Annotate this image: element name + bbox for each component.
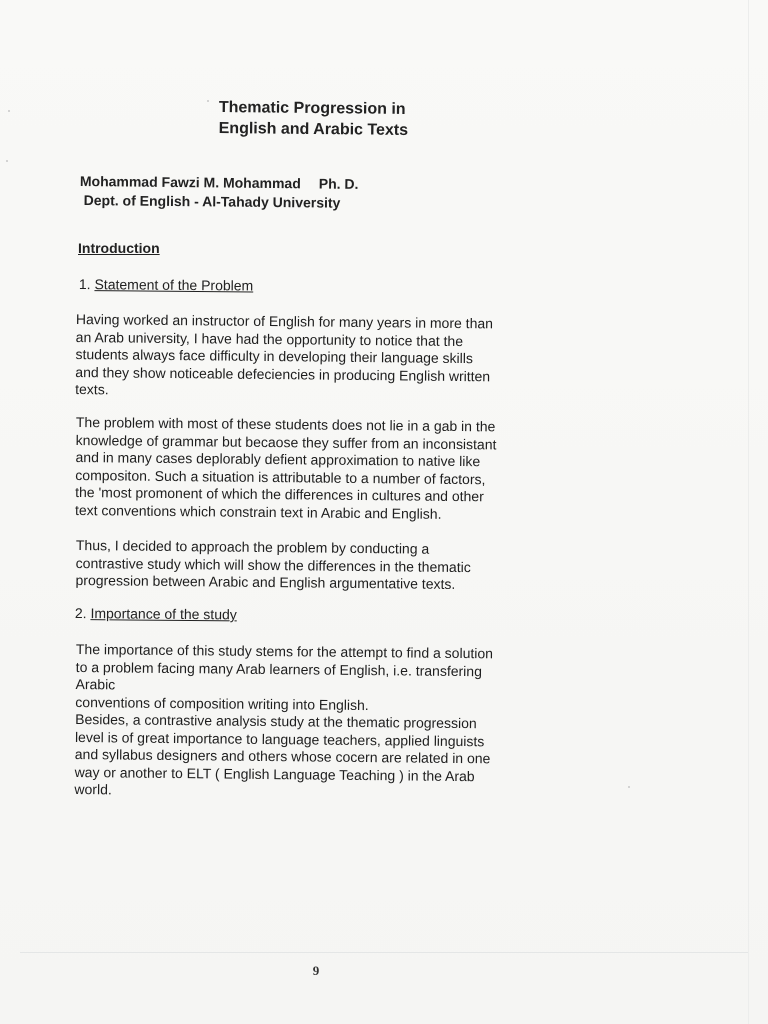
page-number: 9 (312, 963, 320, 978)
paragraph-line: Besides, a contrastive analysis study at the thematic progression (75, 710, 477, 732)
paragraph-line: texts. (75, 380, 109, 398)
author-block (80, 172, 359, 213)
paragraph-line: level is of great importance to language teachers, applied linguists (74, 728, 485, 749)
paragraph-line: knowledge of grammar but becaose they suffer from an inconsistant (75, 431, 497, 452)
paragraph-1 (75, 311, 556, 404)
scan-speck (207, 100, 209, 102)
author-name: Mohammad Fawzi M. Mohammad (79, 172, 301, 192)
paragraph-line: text conventions which constrain text in Arabic and English. (74, 501, 442, 522)
scan-edge-line (748, 0, 749, 1024)
footer-divider (20, 952, 748, 953)
paragraph-line: world. (74, 780, 112, 798)
section-2-number: 2. (74, 605, 87, 622)
section-1-heading (79, 276, 253, 294)
paragraph-line: conventions of composition writing into English. (75, 693, 369, 713)
paragraph-line: the 'most promonent of which the differences in cultures and other (75, 483, 484, 505)
paragraph-line: Arabic (75, 675, 116, 693)
paragraph-line: and they show noticeable defeciencies in producing English written (75, 363, 491, 384)
paragraph-line: The problem with most of these students does not lie in a gab in the (75, 414, 496, 435)
title-line-2: English and Arabic Texts (218, 119, 409, 139)
paragraph-line: progression between Arabic and English argumentative texts. (75, 571, 456, 592)
section-1-title: Statement of the Problem (94, 276, 254, 294)
author-department: Dept. of English - Al-Tahady University (83, 192, 341, 211)
paragraph-line: to a problem facing many Arab learners of English, i.e. transfering (75, 658, 483, 679)
document-title (219, 97, 409, 141)
section-2-title: Importance of the study (90, 605, 237, 623)
scan-speck (628, 786, 630, 788)
introduction-heading: Introduction (78, 240, 160, 256)
section-2-heading (75, 605, 237, 622)
paragraph-line: Having worked an instructor of English for many years in more than (75, 311, 494, 332)
scan-speck (6, 160, 8, 162)
paragraph-2 (75, 414, 556, 524)
paragraph-line: compositon. Such a situation is attributable to a number of factors, (75, 466, 486, 487)
paragraph-line: and in many cases deplorably defient approximation to native like (75, 448, 481, 470)
paragraph-line: contrastive study which will show the differences in the thematic (75, 554, 471, 575)
paragraph-3 (75, 537, 556, 595)
paragraph-line: an Arab university, I have had the opportunity to notice that the (75, 328, 464, 349)
paragraph-line: way or another to ELT ( English Language Teaching ) in the Arab (74, 763, 475, 784)
paragraph-4 (74, 641, 556, 804)
title-line-1: Thematic Progression in (218, 98, 406, 118)
paragraph-line: students always face difficulty in developing their language skills (75, 345, 474, 367)
author-degree: Ph. D. (318, 175, 359, 192)
paragraph-line: Thus, I decided to approach the problem by conducting a (75, 537, 430, 557)
section-1-number: 1. (78, 276, 91, 293)
scan-speck (8, 110, 10, 112)
paragraph-line: and syllabus designers and others whose cocern are related in one (74, 745, 491, 767)
paragraph-line: The importance of this study stems for the attempt to find a solution (75, 641, 494, 662)
